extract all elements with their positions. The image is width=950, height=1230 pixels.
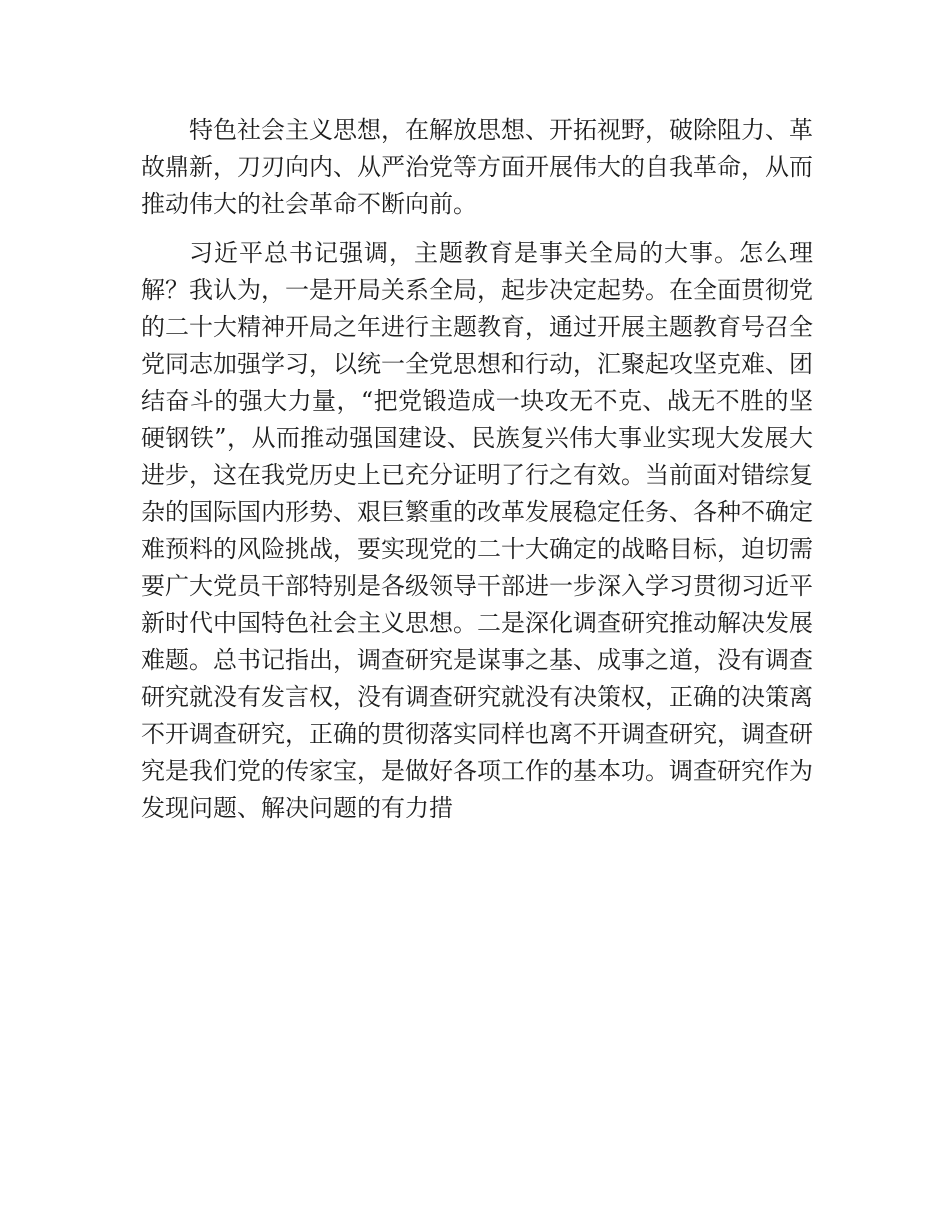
document-body (141, 112, 813, 827)
paragraph-1: 特色社会主义思想，在解放思想、开拓视野，破除阻力、革故鼎新，刀刃向内、从严治党等方面开展伟大的自我革命，从而推动伟大的社会革命不断向前。 (141, 116, 813, 218)
paragraph-2: 习近平总书记强调，主题教育是事关全局的大事。怎么理解？我认为，一是开局关系全局，起步决定起势。在全面贯彻党的二十大精神开局之年进行主题教育，通过开展主题教育号召全党同志加强学习，以统一全党思想和行动，汇聚起攻坚克难、团结奋斗的强大力量，“把党锻造成一块攻无不克、战无不胜的坚硬钢铁”，从而推动强国建设、民族复兴伟大事业实现大发展大进步，这在我党历史上已充分证明了行之有效。当前面对错综复杂的国际国内形势、艰巨繁重的改革发展稳定任务、各种不确定难预料的风险挑战，要实现党的二十大确定的战略目标，迫切需要广大党员干部特别是各级领导干部进一步深入学习贯彻习近平新时代中国特色社会主义思想。二是深化调查研究推动解决发展难题。总书记指出，调查研究是谋事之基、成事之道，没有调查研究就没有发言权，没有调查研究就没有决策权，正确的决策离不开调查研究，正确的贯彻落实同样也离不开调查研究，调查研究是我们党的传家宝，是做好各项工作的基本功。调查研究作为发现问题、解决问题的有力措 (141, 239, 813, 822)
